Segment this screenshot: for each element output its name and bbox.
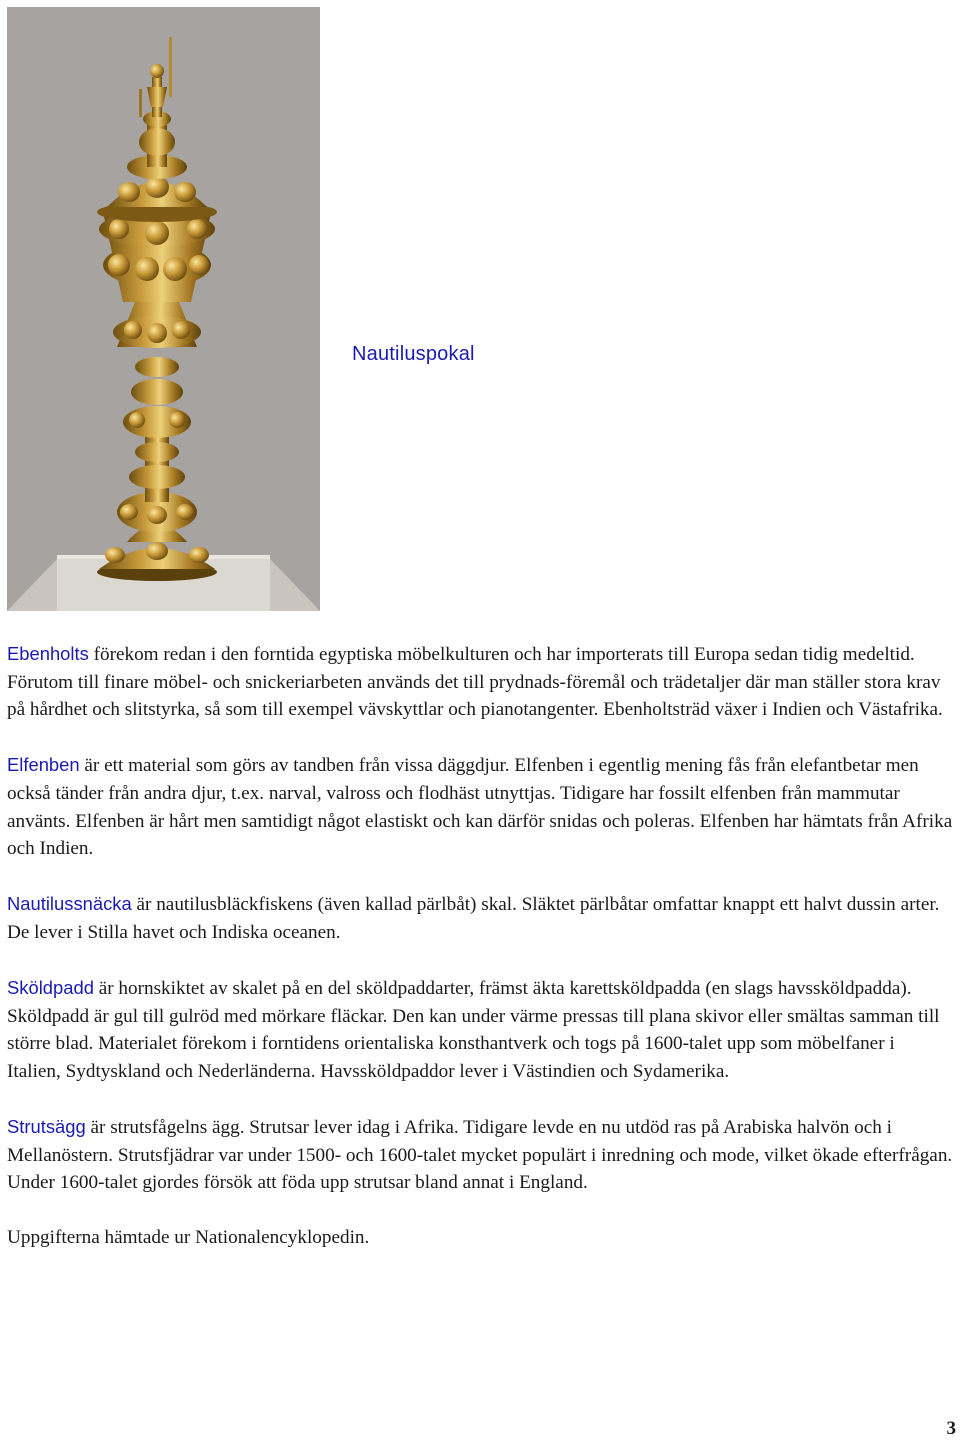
- page-number: 3: [946, 1418, 956, 1439]
- paragraph-nautilussnacka: [7, 890, 953, 946]
- paragraph-elfenben: [7, 751, 953, 862]
- term-skoldpadd: Sköldpadd: [7, 977, 94, 999]
- paragraph-skoldpadd: [7, 974, 953, 1085]
- paragraph-text: är nautilusbläckfiskens (även kallad pärlbåt) skal. Släktet pärlbåtar omfattar knappt ett halvt dussin arter. De lever i Stilla havet och Indiska oceanen.: [7, 894, 940, 943]
- body-text: [7, 640, 953, 1280]
- term-ebenholts: Ebenholts: [7, 643, 89, 664]
- paragraph-text: är strutsfågelns ägg. Strutsar lever idag i Afrika. Tidigare levde en nu utdöd ras på Arabiska halvön och i Mellanöstern. Strutsfjädrar var under 1500- och 1600-talet mycket populärt i inredning och mode, vilket ökade efterfrågan. Under 1600-talet gjordes försök att föda upp strutsar bland annat i England.: [7, 1117, 953, 1194]
- source-note-text: Uppgifterna hämtade ur Nationalencyklopedin.: [7, 1227, 370, 1249]
- figure-caption: Nautiluspokal: [352, 343, 475, 365]
- paragraph-strutsagg: [7, 1113, 953, 1197]
- term-elfenben: Elfenben: [7, 754, 80, 776]
- goblet-illustration: [7, 7, 320, 611]
- goblet-photo: [7, 7, 320, 611]
- paragraph-text: förekom redan i den forntida egyptiska möbelkulturen och har importerats till Europa sedan tidig medeltid. Förutom till finare möbel- och snickeriarbeten används det till prydnads-föremål och trädetaljer där man ställer stora krav på hårdhet och slitstyrka, så som till exempel vävskyttlar och pianotangenter. Ebenholtsträd växer i Indien och Västafrika.: [7, 644, 943, 721]
- paragraph-ebenholts: [7, 640, 953, 724]
- paragraph-text: är ett material som görs av tandben från vissa däggdjur. Elfenben i egentlig mening fås från elefantbetar men också tänder från andra djur, t.ex. narval, valross och flodhäst utnyttjas. Tidigare har fossilt elfenben från mammutar använts. Elfenben är hårt men samtidigt något elastiskt och kan därför snidas och poleras. Elfenben har hämtats från Afrika och Indien.: [7, 755, 953, 860]
- paragraph-text: är hornskiktet av skalet på en del sköldpaddarter, främst äkta karettsköldpadda (en slags havssköldpadda). Sköldpadd är gul till gulröd med mörkare fläckar. Den kan under värme pressas till plana skivor eller smältas samman till större blad. Materialet förekom i forntidens orientaliska konsthantverk och togs på 1600-talet upp som möbelfaner i Italien, Sydtyskland och Nederländerna. Havssköldpaddor lever i Västindien och Sydamerika.: [7, 978, 940, 1082]
- term-nautilussnacka: Nautilussnäcka: [7, 893, 132, 915]
- source-note: [7, 1224, 953, 1252]
- term-strutsagg: Strutsägg: [7, 1116, 86, 1138]
